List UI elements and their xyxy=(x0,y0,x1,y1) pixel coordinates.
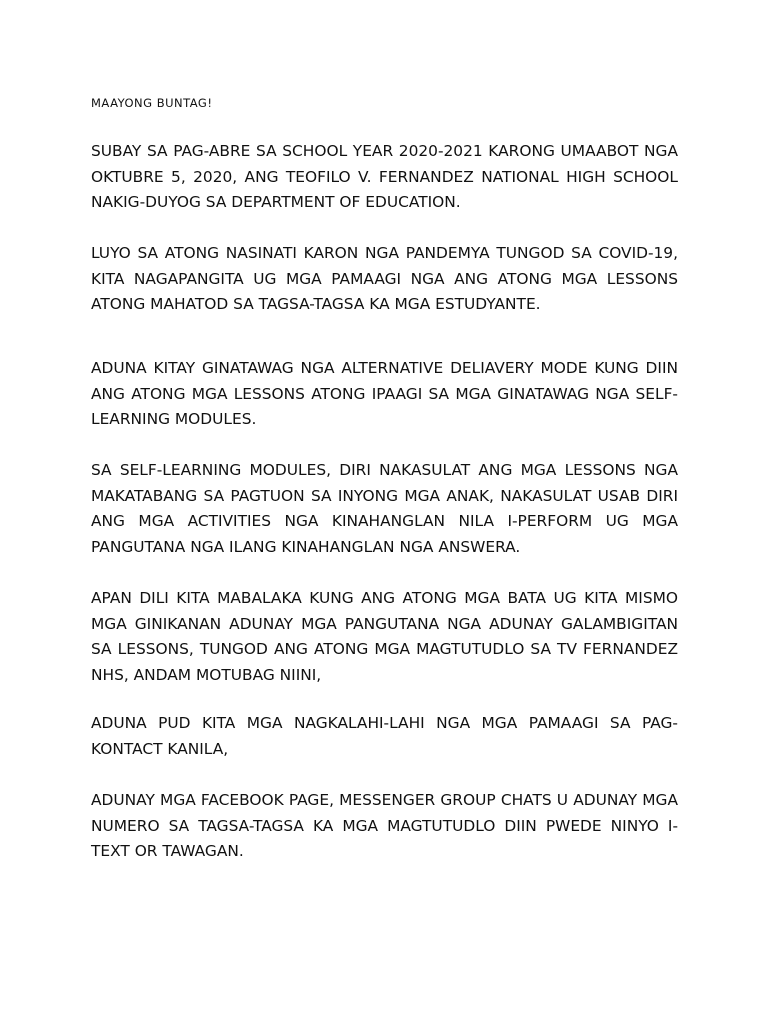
paragraph-alternative-delivery: ADUNA KITAY GINATAWAG NGA ALTERNATIVE DELIAVERY MODE KUNG DIIN ANG ATONG MGA LESSONS ATONG IPAAGI SA MGA GINATAWAG NGA SELF-LEARNING MODULES. xyxy=(91,359,678,429)
paragraph-self-learning-modules: SA SELF-LEARNING MODULES, DIRI NAKASULAT ANG MGA LESSONS NGA MAKATABANG SA PAGTUON SA INYONG MGA ANAK, NAKASULAT USAB DIRI ANG MGA ACTIVITIES NGA KINAHANGLAN NILA I-PERFORM UG MGA PANGUTANA NGA ILANG KINAHANGLAN NGA ANSWERA. xyxy=(91,461,678,557)
paragraph-pandemic: LUYO SA ATONG NASINATI KARON NGA PANDEMYA TUNGOD SA COVID-19, KITA NAGAPANGITA UG MGA PAMAAGI NGA ANG ATONG MGA LESSONS ATONG MAHATOD SA TAGSA-TAGSA KA MGA ESTUDYANTE. xyxy=(91,244,678,314)
greeting-text: MAAYONG BUNTAG! xyxy=(91,96,213,110)
paragraph-school-year: SUBAY SA PAG-ABRE SA SCHOOL YEAR 2020-2021 KARONG UMAABOT NGA OKTUBRE 5, 2020, ANG TEOFILO V. FERNANDEZ NATIONAL HIGH SCHOOL NAKIG-DUYOG SA DEPARTMENT OF EDUCATION. xyxy=(91,142,678,212)
paragraph-questions: APAN DILI KITA MABALAKA KUNG ANG ATONG MGA BATA UG KITA MISMO MGA GINIKANAN ADUNAY MGA PANGUTANA NGA ADUNAY GALAMBIGITAN SA LESSONS, TUNGOD ANG ATONG MGA MAGTUTUDLO SA TV FERNANDEZ NHS, ANDAM MOTUBAG NIINI, xyxy=(91,589,678,685)
paragraph-contact-channels: ADUNAY MGA FACEBOOK PAGE, MESSENGER GROUP CHATS U ADUNAY MGA NUMERO SA TAGSA-TAGSA KA MGA MAGTUTUDLO DIIN PWEDE NINYO I-TEXT OR TAWAGAN. xyxy=(91,791,678,861)
paragraph-contact-ways: ADUNA PUD KITA MGA NAGKALAHI-LAHI NGA MGA PAMAAGI SA PAG-KONTACT KANILA, xyxy=(91,714,678,758)
